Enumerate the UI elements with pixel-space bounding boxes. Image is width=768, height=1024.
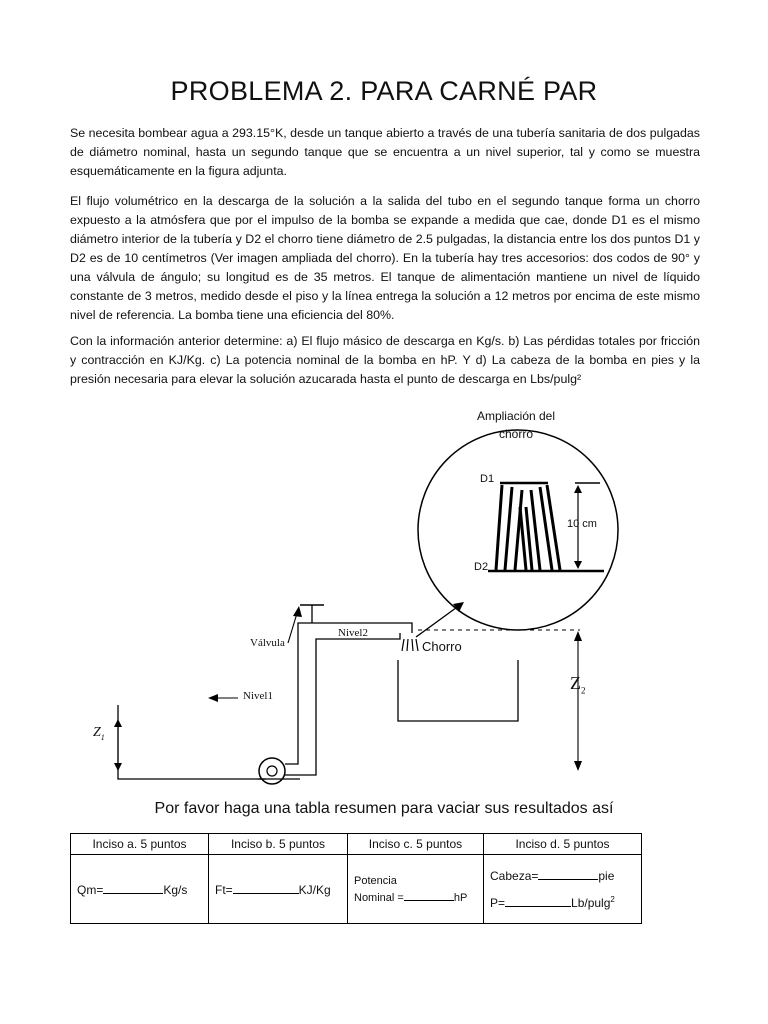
paragraph-questions: Con la información anterior determine: a) El flujo másico de descarga en Kg/s. b) Las pérdidas totales por fricción y contracción en KJ/Kg. c) La potencia nominal de la bomba en hP. Y d) La cabeza de la bomba en pies y la presión necesaria para elevar la solución azucarada hasta el punto de descarga en Lbs/pulg² [70, 334, 700, 386]
problem-title: PROBLEMA 2. PARA CARNÉ PAR [170, 76, 598, 106]
paragraph-statement: Se necesita bombear agua a 293.15°K, desde un tanque abierto a través de una tubería sanitaria de dos pulgadas de diámetro nominal, hasta un segundo tanque que se encuentra a un nivel superior, tal y como se muestra esquemáticamente en la figura adjunta. [70, 126, 700, 178]
receiving-tank [398, 660, 518, 721]
answer-b-unit: KJ/Kg [298, 882, 331, 897]
jet-label: Chorro [422, 639, 462, 654]
table-header-row [71, 834, 642, 855]
z2-letter: Z [570, 673, 581, 693]
answer-d-pressure-unit: Lb/pulg [571, 895, 611, 910]
answer-d-head-blank[interactable] [538, 868, 598, 880]
pipe [285, 623, 412, 775]
answer-b-prefix: Ft= [215, 882, 233, 897]
header-a: Inciso a. 5 puntos [71, 834, 209, 855]
answer-a[interactable] [71, 855, 209, 924]
distance-label: 10 cm [567, 518, 597, 530]
answer-d-pressure-sup: 2 [610, 894, 615, 904]
answer-c-blank[interactable] [404, 889, 454, 901]
answer-d-pressure-blank[interactable] [505, 895, 571, 907]
results-table [70, 833, 642, 924]
magnified-caption-line2: chorro [498, 427, 533, 441]
z1-letter: Z [93, 725, 101, 740]
answer-c[interactable] [348, 855, 484, 924]
nivel2-label: Nivel2 [338, 627, 368, 639]
jet-nozzle [402, 639, 418, 651]
valve-label: Válvula [250, 637, 285, 649]
feed-tank [118, 705, 266, 779]
magnified-caption [470, 407, 562, 443]
header-b: Inciso b. 5 puntos [209, 834, 348, 855]
table-instruction: Por favor haga una tabla resumen para vaciar sus resultados así [154, 800, 614, 817]
answer-a-prefix: Qm= [77, 882, 104, 897]
header-d: Inciso d. 5 puntos [484, 834, 642, 855]
paragraph-flow-details: El flujo volumétrico en la descarga de la solución a la salida del tubo en el segundo tanque forma un chorro expuesto a la atmósfera que por el impulso de la bomba se expande a medida que cae, donde D1 es el mismo diámetro interior de la tubería y D2 el chorro tiene diámetro de 2.5 pulgadas, la distancia entre los dos puntos D1 y D2 es de 10 centímetros (Ver imagen ampliada del chorro). En la tubería hay tres accesorios: dos codos de 90° y una válvula de ángulo; su longitud es de 35 metros. El tanque de alimentación mantiene un nivel de líquido constante de 3 metros, medido desde el piso y la línea entrega la solución a 12 metros por encima de este mismo nivel de referencia. La bomba tiene una eficiencia del 80%. [70, 194, 700, 322]
answer-c-line1: Potencia [354, 874, 397, 887]
z1-subscript: 1 [100, 732, 105, 742]
answer-c-prefix: Nominal = [354, 891, 404, 904]
answer-d-head-unit: pie [598, 868, 615, 883]
z1-label [93, 725, 105, 742]
answer-b[interactable] [209, 855, 348, 924]
answer-a-unit: Kg/s [163, 882, 188, 897]
answer-b-blank[interactable] [233, 882, 299, 894]
table-answer-row [71, 855, 642, 924]
magnified-caption-line1: Ampliación del [476, 409, 556, 423]
nivel1-label: Nivel1 [243, 690, 273, 702]
answer-d[interactable] [484, 855, 642, 924]
z2-label [570, 673, 586, 696]
d1-label: D1 [480, 473, 495, 485]
answer-d-pressure-prefix: P= [490, 895, 506, 910]
d2-label: D2 [474, 561, 489, 573]
z2-subscript: 2 [581, 685, 586, 696]
diagram-drawing [0, 395, 768, 795]
answer-a-blank[interactable] [103, 882, 163, 894]
magnify-arrow [416, 605, 460, 637]
header-c: Inciso c. 5 puntos [348, 834, 484, 855]
pump [259, 758, 285, 784]
answer-c-unit: hP [453, 891, 468, 904]
answer-d-head-prefix: Cabeza= [490, 868, 539, 883]
jet-streams [496, 485, 560, 570]
pumping-system-diagram [0, 395, 768, 795]
